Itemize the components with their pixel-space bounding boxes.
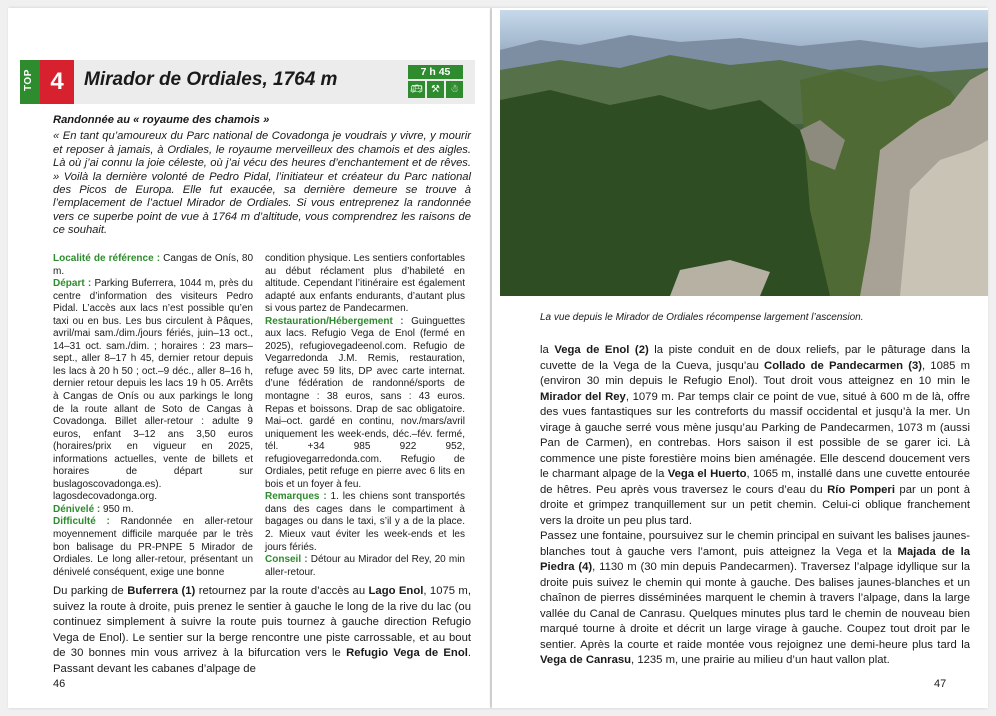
text-run: . Passant devant les cabanes d’alpage de <box>53 647 472 675</box>
text-run: , 1065 m, installé dans une cuvette entourée de hêtres. Peu après vous traversez le cours d’eau du <box>540 468 970 496</box>
walking-time: 7 h 45 <box>408 65 463 79</box>
info-entry <box>265 316 465 492</box>
info-label: Départ : <box>53 278 92 290</box>
text-run: , 1235 m, une prairie au milieu d’un haut vallon plat. <box>631 654 890 666</box>
place-name: Vega de Canrasu <box>540 654 632 666</box>
info-text: Parking Buferrera, 1044 m, près du centre d’information des visiteurs Pedro Pidal. L’accès aux lacs n’est possible qu’en taxi ou en bus. Les bus circulent à Pâques, avril/mai sam./dim./jours fériés, juin–13 oct., 14–31 oct. sam./dim. ; horaires : 23 mars–sept., aller 8–17 h 45, dernier retour depuis les lacs à 20 h 50 ; oct.–9 déc., aller 8–16 h, dernier retour depuis les lacs 19 h 05. Arrêts à Cangas de Onís ou aux parkings le long de la route allant de Soto de Cangas à Covadonga. Billet aller-retour : adulte 9 euros, enfant 3–12 ans 3,50 euros (horaires/prix en vigueur en 2025, informations actuelles, vente de billets et horaires de départ sur buslagoscovadonga.es). lagosdecovadonga.org. <box>53 278 253 503</box>
page-number-left: 46 <box>53 678 66 690</box>
info-entry <box>265 554 465 579</box>
right-body-paragraph-2 <box>540 529 970 669</box>
place-name: Río Pomperi <box>827 483 895 496</box>
info-entry <box>53 504 253 517</box>
route-title-bar <box>20 60 475 104</box>
info-text: Randonnée en aller-retour moyennement difficile marquée par le très bon balisage du PR-PNPE 5 Mirador de Ordiales. Le long aller-retour, présentant un dénivelé conséquent, exige une bonne <box>53 516 254 578</box>
left-body-text <box>53 584 471 677</box>
route-icons <box>408 81 463 98</box>
text-run: la <box>540 344 555 356</box>
intro <box>53 114 471 238</box>
text-run: , 1075 m, suivez la route à droite, puis prenez le sentier à gauche le long de la rive du lac (ou continuez simplement à suivre la route puis tournez à gauche direction Refugio Vega de Enol). Le sentier sur la berge rencontre une piste carrossable, et au bout de 30 bonnes min vous arrivez à la bifurcation vers le <box>53 585 471 659</box>
text-run: Passez une fontaine, poursuivez sur le chemin principal en suivant les balises jaunes-blanches tout à gauche vers l’amont, puis atteignez la Vega et la <box>540 530 970 558</box>
photo-caption: La vue depuis le Mirador de Ordiales récompense largement l’ascension. <box>540 312 864 323</box>
text-run: retournez par la route d’accès au <box>195 585 369 597</box>
route-number: 4 <box>40 60 74 104</box>
info-entry <box>265 491 465 554</box>
place-name: Buferrera (1) <box>127 585 196 597</box>
left-page <box>8 8 490 708</box>
bus-icon: 🚌︎ <box>408 81 425 98</box>
info-label: Difficulté : <box>53 516 110 528</box>
place-name: Vega el Huerto <box>667 468 747 480</box>
place-name: Majada de la Piedra (4) <box>540 545 970 573</box>
info-label: Remarques : <box>265 491 327 503</box>
intro-heading: Randonnée au « royaume des chamois » <box>53 114 270 126</box>
info-text: 950 m. <box>103 503 134 515</box>
info-column-2 <box>265 253 465 579</box>
family-icon: ☃ <box>446 81 463 98</box>
info-text: Cangas de Onís, 80 m. <box>53 253 254 277</box>
info-label: Localité de référence : <box>53 253 161 264</box>
info-entry <box>53 253 253 278</box>
right-body-text <box>540 343 970 669</box>
info-label: Conseil : <box>265 554 308 566</box>
info-entry <box>53 516 253 579</box>
intro-text: « En tant qu’amoureux du Parc national de Covadonga je voudrais y vivre, y mourir et reposer à jamais, à Ordiales, le royaume merveilleux des chamois et des aigles. Là où j’ai connu la joie céleste, où j’ai vécu des heures d’enchantement et de rêves. » Voilà la dernière volonté de Pedro Pidal, l’initiateur et créateur du Parc national des Picos de Europa. Elle fut exaucée, sa dernière demeure se trouve à l’emplacement de l’actuel Mirador de Ordiales. Si vous entreprenez la randonnée vers ce superbe point de vue à 1764 m d’altitude, vous comprendrez les raisons de ce souhait. <box>53 130 471 237</box>
info-column-1 <box>53 253 253 579</box>
info-entry <box>265 253 465 316</box>
top-badge: TOP <box>20 60 40 104</box>
text-run: , 1130 m (30 min depuis Pandecarmen). Traversez l’alpage idyllique sur la droite puis suivez le chemin qui monte à gauche. Des balises jaunes-blanches et un chaînon de pierres disséminées marquent le chemin à travers l’alpage, dans la large vallée du Canal de Canrasu. Quelques minutes plus tard le chemin de nouveau bien marqué tourne à droite et décrit un large virage à gauche. Coupez tout droit par le sentier. Après la courte et raide montée vous rejoignez une demi-heure plus tard la <box>540 561 970 651</box>
page-number-right: 47 <box>934 678 947 690</box>
info-text: 1. les chiens sont transportés dans des cages dans le compartiment à bagages ou dans le taxi, s’il y a de la place. 2. Mieux vaut éviter les week-ends et les jours fériés. <box>265 491 465 553</box>
mountain-photo <box>500 10 988 296</box>
right-body-paragraph-1 <box>540 343 970 529</box>
text-run: la piste conduit en de doux reliefs, par le pâturage dans la cuvette de la Vega de la Cueva, jusqu’au <box>540 344 971 372</box>
info-label: Dénivelé : <box>53 503 101 515</box>
place-name: Mirador del Rey <box>540 390 626 403</box>
info-text: Guinguettes aux lacs. Refugio Vega de Enol (fermé en 2025), refugiovegadeenol.com. Refugio de Vegarredonda J.M. Remis, restauration, refuge avec 59 lits, DP avec carte internat. d’une fédération de randonné/sports de montagne : 38 euros, sans : 43 euros. Repas et boissons. Drap de sac obligatoire. Mai–oct. gardé en continu, nov./mars/avril uniquement les week-ends, déc.–fév. fermé, tél. +34 985 922 952, refugiovegarredonda.com. Refugio de Ordiales, petit refuge en pierre avec 6 lits en bois et un foyer à feu. <box>265 315 466 490</box>
place-name: Refugio Vega de Enol <box>346 647 468 659</box>
info-text: Détour au Mirador del Rey, 20 min aller-retour. <box>265 554 465 578</box>
text-run: Du parking de <box>53 585 128 597</box>
hiker-icon: ⚒ <box>427 81 444 98</box>
info-text: condition physique. Les sentiers confortables au début réclament plus d’habileté en altitude. Cependant l’itinéraire est également adapté aux enfants endurants, d’autant plus si vous partez de Pandecarmen. <box>265 253 465 315</box>
info-label: Restauration/Hébergement : <box>265 315 404 327</box>
right-page <box>492 8 988 708</box>
info-entry <box>53 278 253 504</box>
mountain-photo-illustration <box>500 10 988 296</box>
text-run: par un pont à droite et grimpez tranquillement sur un petit chemin. Celui-ci oblique franchement vers la droite un peu plus tard. <box>540 483 971 527</box>
text-run: , 1079 m. Par temps clair ce point de vue, situé à 600 m de là, offre des vues fantastiques sur les contreforts du massif occidental et jusqu’à la mer. Un virage à gauche serré vous mène jusqu’au Parking de Pandecarmen, 1073 m (aussi Pan de Carmen), en contrebas. Hors saison il est possible de se garer ici. Là commence une piste forestière moins bien aménagée. Elle descend doucement vers le charmant alpage de la <box>540 390 970 480</box>
place-name: Vega de Enol (2) <box>554 344 649 356</box>
left-body-paragraph <box>53 584 471 677</box>
route-title: Mirador de Ordiales, 1764 m <box>84 69 338 90</box>
text-run: , 1085 m (environ 30 min depuis le Refugio Enol). Tout droit vous atteignez en 10 min le <box>540 359 970 387</box>
place-name: Collado de Pandecarmen (3) <box>764 359 922 372</box>
place-name: Lago Enol <box>368 585 424 597</box>
